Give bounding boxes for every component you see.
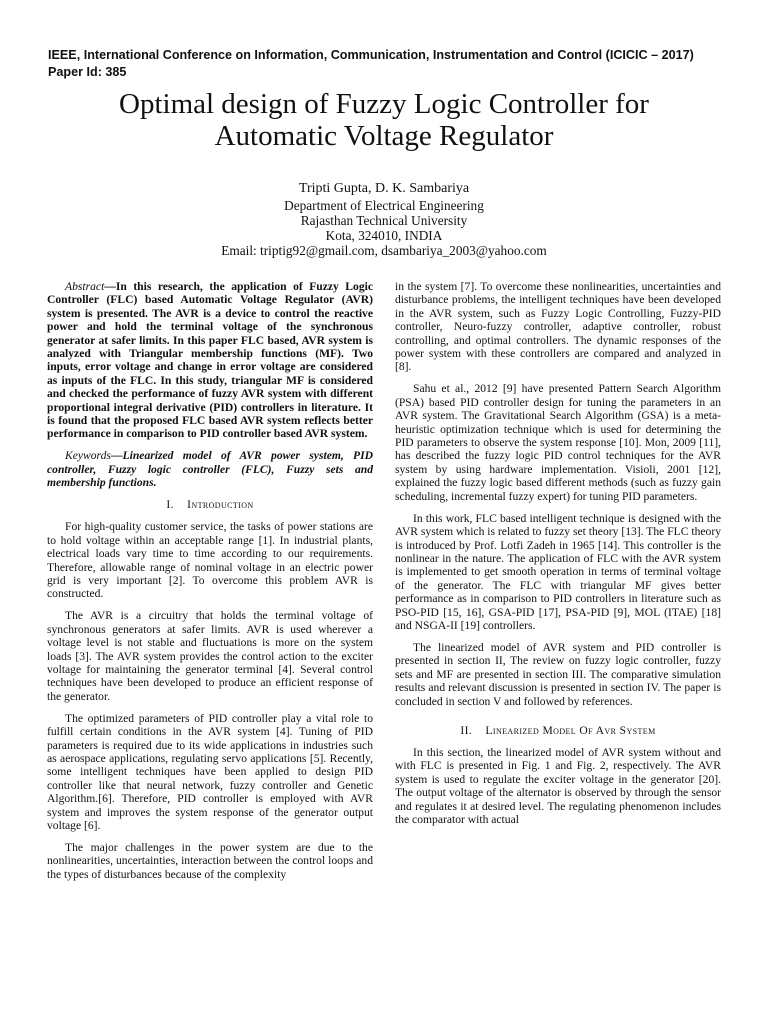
paper-id: Paper Id: 385 (48, 65, 127, 79)
left-column (47, 280, 373, 890)
author-department: Department of Electrical Engineering (284, 198, 484, 213)
section-1-number: I. (166, 498, 174, 512)
section-2-heading (395, 724, 721, 737)
body-paragraph: Sahu et al., 2012 [9] have presented Pattern Search Algorithm (PSA) based PID controller design for tuning the parameters in an AVR system. The Gravitational Search Algorithm (GSA) is a meta-heuristic optimization technique which is used for determining the PID parameters to observe the system response [10]. Mon, 2009 [11], has described the fuzzy logic PID control techniques for the AVR system by using hardware implementation. Visioli, 2001 [12], explained the fuzzy logic based different methods (such as fuzzy gain scheduling, incremental fuzzy expert) for tuning PID parameters. (395, 382, 721, 503)
abstract-dash: — (104, 280, 116, 293)
section-1-heading (47, 498, 373, 511)
keywords-text: Linearized model of AVR power system, PID controller, Fuzzy logic controller (FLC), Fuzzy sets and membership functions. (47, 449, 373, 490)
paper-title (40, 88, 728, 152)
abstract-text: In this research, the application of Fuzzy Logic Controller (FLC) based Automatic Voltage Regulator (AVR) system is presented. The AVR is a device to control the reactive power and hold the terminal voltage of the synchronous generator at safer limits. In this paper FLC based, AVR system is analyzed with Triangular membership functions (MF). Two inputs, error voltage and change in error voltage are considered as inputs of the FLC. In this study, triangular MF is considered and checked the performance of fuzzy AVR system with different proportional integral derivative (PID) controllers in literature. It is found that the proposed FLC based AVR system reflects better performance in comparison to PID controller based AVR system. (47, 280, 373, 441)
author-university: Rajasthan Technical University (300, 213, 468, 228)
author-block (0, 181, 768, 258)
keywords-dash: — (110, 449, 123, 463)
section-2-title: Linearized Model Of Avr System (485, 723, 656, 737)
abstract (47, 280, 373, 441)
keywords (47, 449, 373, 489)
section-1-paragraph: For high-quality customer service, the tasks of power stations are to hold voltage within an acceptable range [1]. In industrial plants, electrical loads vary time to time according to our requirements. Therefore, allowable range of nominal voltage in an electric power grid is very important [2]. To overcome this problem AVR is constructed. (47, 520, 373, 601)
title-line-2: Automatic Voltage Regulator (214, 120, 554, 152)
body-paragraph: In this work, FLC based intelligent technique is designed with the AVR system which is related to fuzzy set theory [13]. The FLC theory is introduced by Prof. Lotfi Zadeh in 1965 [14]. This controller is the nonlinear in the nature. The application of FLC with the AVR system is implemented to get smooth operation in terms of terminal voltage of the generator. The FLC with triangular MF gives better performance as in comparison to PID controllers in literature such as PSO-PID [15, 16], GSA-PID [17], PSA-PID [9], MOL (ITAE) [18] and NSGA-II [19] controllers. (395, 511, 721, 632)
author-city: Kota, 324010, INDIA (325, 228, 443, 243)
abstract-label: Abstract (65, 280, 105, 293)
conference-header (48, 47, 738, 81)
author-email: Email: triptig92@gmail.com, dsambariya_2003@yahoo.com (221, 243, 547, 258)
title-line-1: Optimal design of Fuzzy Logic Controller for (119, 88, 649, 120)
section-2-number: II. (460, 723, 473, 737)
conference-name: IEEE, International Conference on Information, Communication, Instrumentation and Control (ICICIC – 2017) (48, 48, 694, 62)
author-names: Tripti Gupta, D. K. Sambariya (298, 181, 470, 196)
right-column (395, 280, 721, 835)
continuation-paragraph: in the system [7]. To overcome these nonlinearities, uncertainties and disturbance problems, the intelligent techniques have been developed in the AVR system, such as Fuzzy Logic Controlling, Fuzzy-PID controller, Neuro-fuzzy controller, adaptive controller, robust controlling, and optimal controllers. The dynamic responses of the power system with these controllers are compared and analyzed in [8]. (395, 280, 721, 374)
section-2-paragraph: In this section, the linearized model of AVR system without and with FLC is presented in Fig. 1 and Fig. 2, respectively. The AVR system is used to regulate the exciter voltage in the generator [20]. The output voltage of the alternator is observed by through the sensor and regulates it at desired level. The regulating phenomenon includes the comparator with actual (395, 745, 721, 826)
section-1-paragraph: The AVR is a circuitry that holds the terminal voltage of synchronous generators at safer limits. AVR is used wherever a voltage level is not stable and fluctuations is more on the system loads [3]. The AVR system provides the control action to the exciter voltage for maintaining the generator terminal [4]. Several control techniques have been developed to produce an efficient response of the generator. (47, 609, 373, 703)
section-1-paragraph: The optimized parameters of PID controller play a vital role to fulfill certain conditions in the AVR system [4]. Tuning of PID parameters is required due to its wide applications in industries such as aerospace applications, regulating servo applications [5]. Recently, some intelligent techniques have been applied to design PID controller like that neural network, fuzzy controller and Genetic Algorithm.[6]. Therefore, PID controller is employed with AVR system and improves the system response of the generator output voltage [6]. (47, 711, 373, 832)
body-paragraph: The linearized model of AVR system and PID controller is presented in section II, The review on fuzzy logic controller, fuzzy sets and MF are presented in section III. The comparative simulation results and relevant discussion is presented in section IV. The paper is concluded in section V and followed by references. (395, 640, 721, 708)
section-1-title: Introduction (187, 498, 254, 512)
section-1-paragraph: The major challenges in the power system are due to the nonlinearities, uncertainties, interaction between the control loops and the types of disturbances because of the complexity (47, 841, 373, 881)
keywords-label: Keywords (65, 449, 111, 463)
